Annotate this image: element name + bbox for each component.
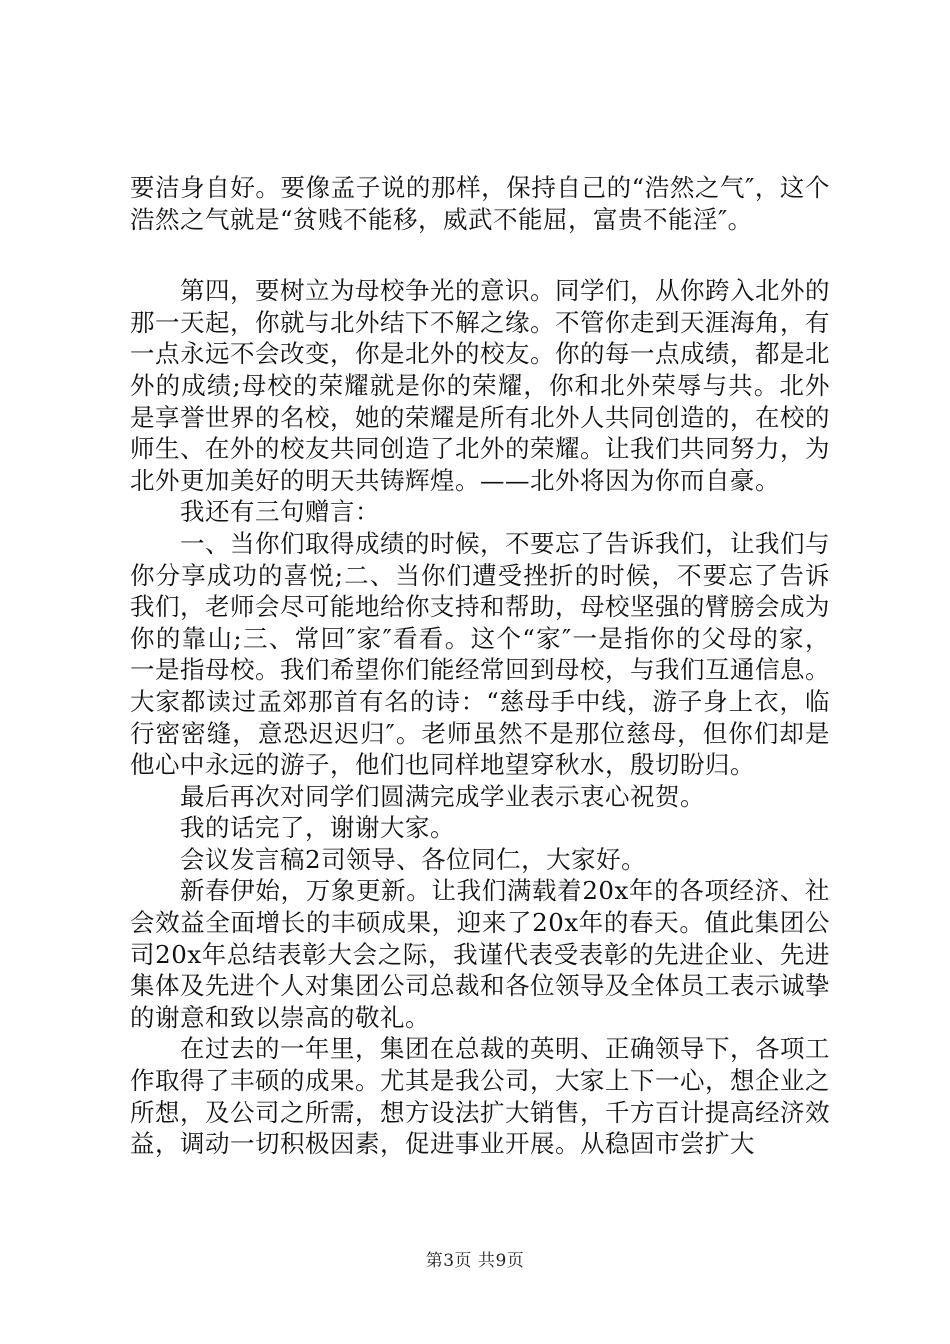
paragraph-three-gifts: 一、当你们取得成绩的时候，不要忘了告诉我们，让我们与你分享成功的喜悦;二、当你们遭受挫折的时候，不要忘了告诉我们，老师会尽可能地给你支持和帮助，母校坚强的臂膀会成为你的靠山;三、常回″家″看看。这个“家″一是指你的父母的家，一是指母校。我们希望你们能经常回到母校，与我们互通信息。大家都读过孟郊那首有名的诗：“慈母手中线，游子身上衣，临行密密缝，意恐迟迟归″。老师虽然不是那位慈母，但你们却是他心中永远的游子，他们也同样地望穿秋水，殷切盼归。 <box>130 528 830 780</box>
paragraph-congratulations: 最后再次对同学们圆满完成学业表示衷心祝贺。 <box>180 781 705 811</box>
paragraph-gift-intro: 我还有三句赠言： <box>180 497 380 527</box>
paragraph-fourth-point: 第四，要树立为母校争光的意识。同学们，从你跨入北外的那一天起，你就与北外结下不解之缘。不管你走到天涯海角，有一点永远不会改变，你是北外的校友。你的每一点成绩，都是北外的成绩;母校的荣耀就是你的荣耀，你和北外荣辱与共。北外是享誉世界的名校，她的荣耀是所有北外人共同创造的，在校的师生、在外的校友共同创造了北外的荣耀。让我们共同努力，为北外更加美好的明天共铸辉煌。——北外将因为你而自豪。 <box>130 276 830 495</box>
document-body <box>130 172 830 1160</box>
paragraph-gap <box>130 235 830 275</box>
page-footer: 第3页 共9页 <box>425 1251 525 1271</box>
paragraph-past-year: 在过去的一年里，集团在总裁的英明、正确领导下，各项工作取得了丰硕的成果。尤其是我公司，大家上下一心，想企业之所想，及公司之所需，想方设法扩大销售，千方百计提高经济效益，调动一切积极因素，促进事业开展。从稳固市尝扩大 <box>130 1034 830 1159</box>
paragraph-continuation: 要洁身自好。要像孟子说的那样，保持自己的“浩然之气″，这个浩然之气就是“贫贱不能移，威武不能屈，富贵不能淫″。 <box>130 173 830 234</box>
paragraph-closing: 我的话完了，谢谢大家。 <box>180 813 455 843</box>
paragraph-new-spring: 新春伊始，万象更新。让我们满载着20x年的各项经济、社会效益全面增长的丰硕成果，迎来了20x年的春天。值此集团公司20x年总结表彰大会之际，我谨代表受表彰的先进企业、先进集体及先进个人对集团公司总裁和各位领导及全体员工表示诚挚的谢意和致以崇高的敬礼。 <box>130 876 830 1032</box>
paragraph-speech-title: 会议发言稿2司领导、各位同仁，大家好。 <box>180 844 647 874</box>
